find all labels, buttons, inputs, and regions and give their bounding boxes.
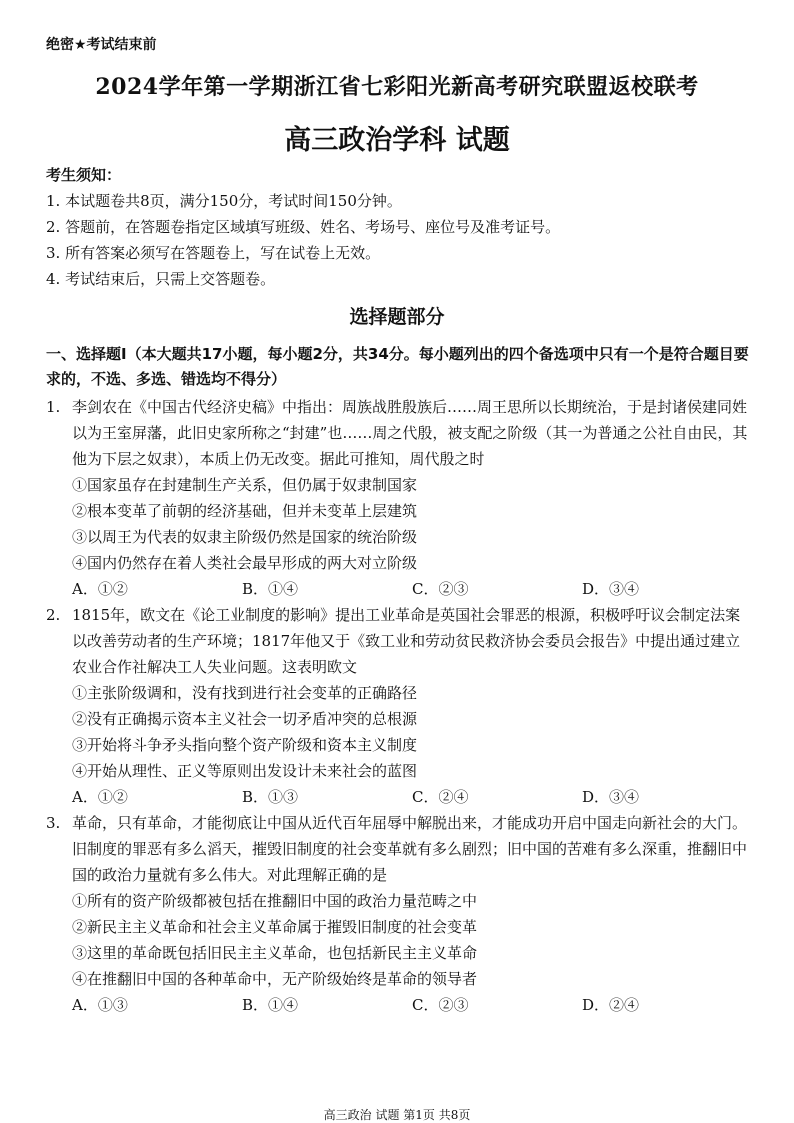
question-number: 1. bbox=[46, 398, 61, 416]
question-option: ①国家虽存在封建制生产关系，但仍属于奴隶制国家 bbox=[72, 476, 418, 494]
section-instructions: 一、选择题Ⅰ（本大题共17小题，每小题2分，共34分。每小题列出的四个备选项中只有一个是符合题目要求的，不选、多选、错选均不得分） bbox=[46, 345, 749, 388]
exam-title: 2024学年第一学期浙江省七彩阳光新高考研究联盟返校联考 bbox=[95, 74, 699, 100]
choice-c: C．②④ bbox=[412, 788, 469, 806]
notice-item: 1. 本试题卷共8页，满分150分，考试时间150分钟。 bbox=[46, 192, 402, 210]
section-title: 选择题部分 bbox=[349, 306, 445, 328]
choice-b: B．①④ bbox=[242, 580, 299, 598]
question-option: ④国内仍然存在着人类社会最早形成的两大对立阶级 bbox=[72, 554, 418, 572]
question-number: 3. bbox=[46, 814, 61, 832]
question bbox=[46, 602, 752, 810]
question-option: ④在推翻旧中国的各种革命中，无产阶级始终是革命的领导者 bbox=[72, 970, 478, 988]
subject-title: 高三政治学科 试题 bbox=[284, 125, 510, 156]
question-option: ②没有正确揭示资本主义社会一切矛盾冲突的总根源 bbox=[72, 710, 418, 728]
answer-choices bbox=[46, 992, 752, 1018]
question-text: 革命，只有革命，才能彻底让中国从近代百年屈辱中解脱出来，才能成功开启中国走向新社会的大门。旧制度的罪恶有多么滔天，摧毁旧制度的社会变革就有多么剧烈；旧中国的苦难有多么深重，推翻旧中国的政治力量就有多么伟大。对此理解正确的是 bbox=[72, 814, 748, 884]
candidate-notice bbox=[46, 162, 766, 292]
choice-a: A．①② bbox=[72, 580, 128, 598]
question bbox=[46, 394, 752, 602]
question-text: 李剑农在《中国古代经济史稿》中指出：周族战胜殷族后……周王思所以长期统治，于是封诸侯建同姓以为王室屏藩，此旧史家所称之“封建”也……周之代殷，被支配之阶级（其一为普通之公社自由民，其他为下层之奴隶），本质上仍无改变。据此可推知，周代殷之时 bbox=[72, 398, 748, 468]
notice-heading: 考生须知： bbox=[46, 166, 122, 184]
question-option: ③以周王为代表的奴隶主阶级仍然是国家的统治阶级 bbox=[72, 528, 418, 546]
question-option: ④开始从理性、正义等原则出发设计未来社会的蓝图 bbox=[72, 762, 418, 780]
question-option: ②新民主主义革命和社会主义革命属于摧毁旧制度的社会变革 bbox=[72, 918, 478, 936]
choice-c: C．②③ bbox=[412, 996, 469, 1014]
question-option: ②根本变革了前朝的经济基础，但并未变革上层建筑 bbox=[72, 502, 418, 520]
question-option: ③这里的革命既包括旧民主主义革命，也包括新民主主义革命 bbox=[72, 944, 478, 962]
choice-d: D．③④ bbox=[582, 788, 640, 806]
answer-choices bbox=[46, 576, 752, 602]
question-stem bbox=[46, 602, 752, 680]
notice-item: 4. 考试结束后，只需上交答题卷。 bbox=[46, 270, 276, 288]
answer-choices bbox=[46, 784, 752, 810]
question bbox=[46, 810, 752, 1018]
question-option: ①主张阶级调和，没有找到进行社会变革的正确路径 bbox=[72, 684, 418, 702]
choice-d: D．③④ bbox=[582, 580, 640, 598]
question-option: ③开始将斗争矛头指向整个资产阶级和资本主义制度 bbox=[72, 736, 418, 754]
choice-b: B．①④ bbox=[242, 996, 299, 1014]
question-stem bbox=[46, 810, 752, 888]
question-text: 1815年，欧文在《论工业制度的影响》提出工业革命是英国社会罪恶的根源，积极呼吁议会制定法案以改善劳动者的生产环境；1817年他又于《致工业和劳动贫民救济协会委员会报告》中提出通过建立农业合作社解决工人失业问题。这表明欧文 bbox=[72, 606, 741, 676]
question-option: ①所有的资产阶级都被包括在推翻旧中国的政治力量范畴之中 bbox=[72, 892, 478, 910]
choice-b: B．①③ bbox=[242, 788, 299, 806]
secret-mark: 绝密★考试结束前 bbox=[46, 37, 157, 53]
choice-c: C．②③ bbox=[412, 580, 469, 598]
choice-a: A．①② bbox=[72, 788, 128, 806]
question-stem bbox=[46, 394, 752, 472]
question-number: 2. bbox=[46, 606, 61, 624]
choice-d: D．②④ bbox=[582, 996, 640, 1014]
question-list bbox=[46, 394, 752, 1018]
notice-item: 3. 所有答案必须写在答题卷上，写在试卷上无效。 bbox=[46, 244, 381, 262]
page-footer: 高三政治 试题 第1页 共8页 bbox=[323, 1108, 471, 1122]
notice-item: 2. 答题前，在答题卷指定区域填写班级、姓名、考场号、座位号及准考证号。 bbox=[46, 218, 561, 236]
choice-a: A．①③ bbox=[72, 996, 128, 1014]
